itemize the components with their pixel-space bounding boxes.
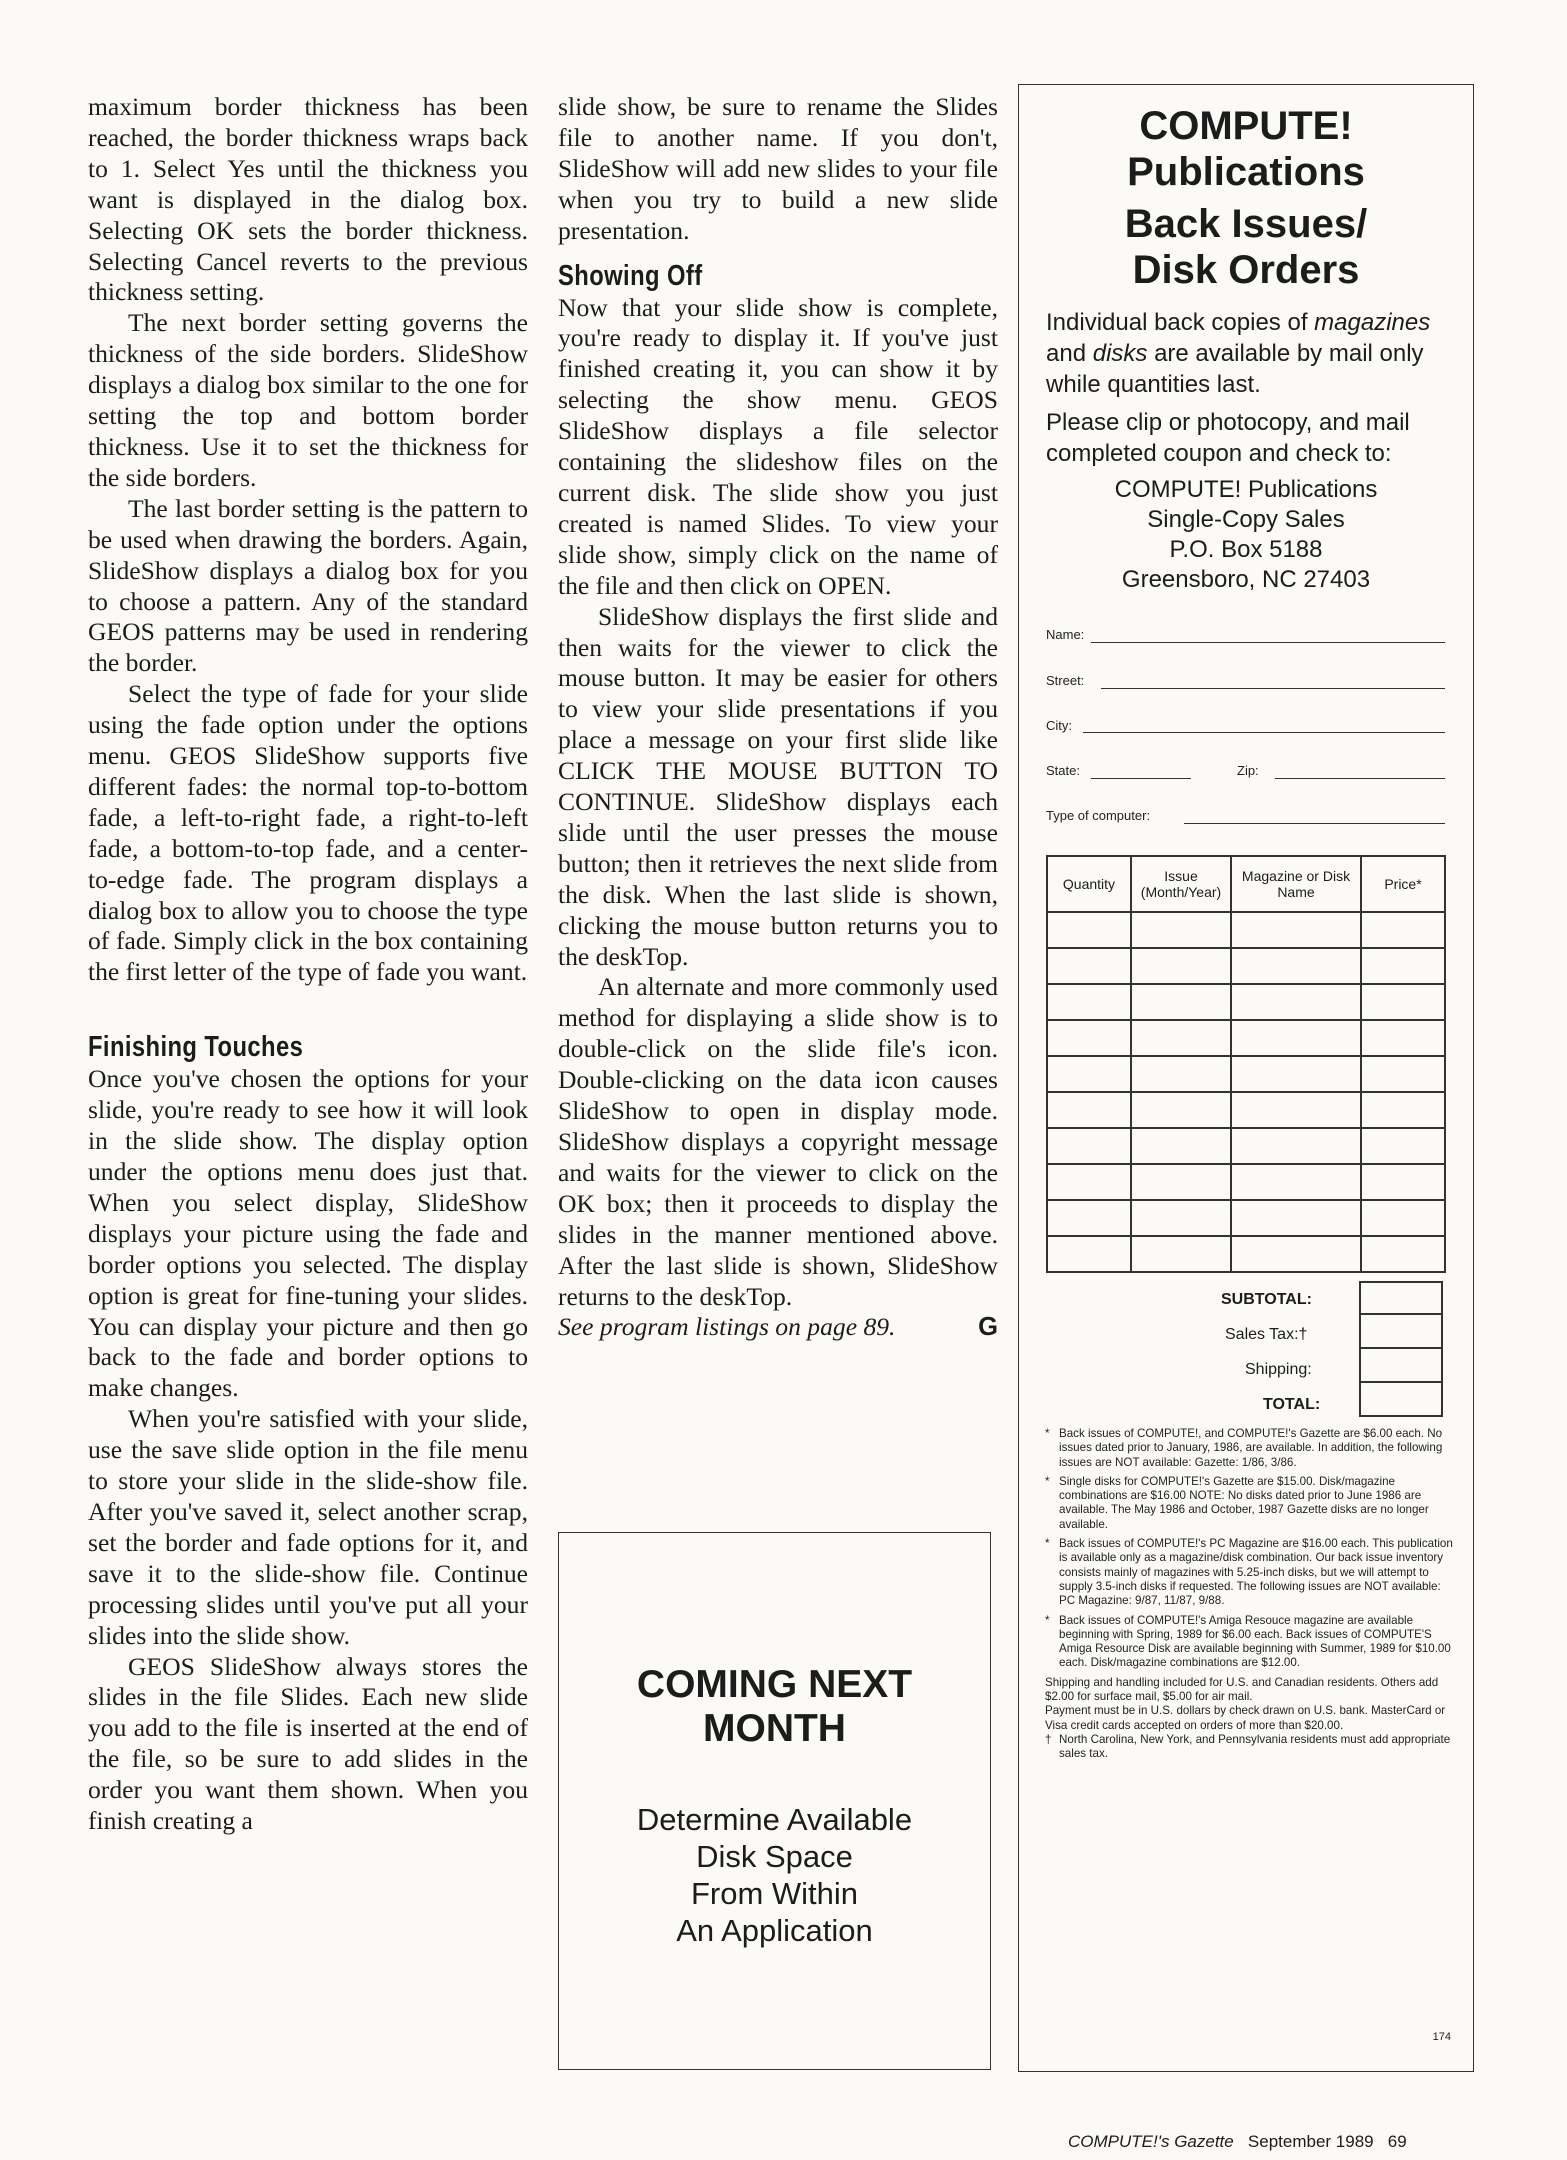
paragraph: SlideShow displays the first slide and then waits for the viewer to click the mouse button. It may be easier for others to view your slide presentations if you place a message on your first slide like CLICK THE MOUSE BUTTON TO CONTINUE. SlideShow displays each slide until the user presses the mouse button; then it retrieves the next slide from the disk. When the last slide is shown, clicking the mouse button returns you to the deskTop. [558,601,998,971]
paragraph: Select the type of fade for your slide using the fade option under the options menu. GEOS SlideShow supports five different fades: the normal top-to-bottom fade, a left-to-right fade, a right-to-left fade, a bottom-to-top fade, and a center-to-edge fade. The program displays a dialog box to allow you to choose the type of fade. Simply click in the box containing the first letter of the type of fade you want. [88,679,528,987]
order-cell[interactable] [1131,1236,1231,1272]
magazine-column-header: Magazine or Disk Name [1231,856,1361,912]
order-row [1047,1236,1445,1272]
coupon-heading [1019,201,1473,293]
order-cell[interactable] [1361,1200,1445,1236]
coming-next-month-title [559,1663,990,1751]
title-line: Back Issues/ [1124,202,1368,246]
order-cell[interactable] [1231,1164,1361,1200]
footnote-text: North Carolina, New York, and Pennsylvania residents must add appropriate sales tax. [1059,1732,1451,1761]
footnote [1045,1614,1455,1671]
paragraph: maximum border thickness has been reached, the border thickness wraps back to 1. Select Yes until the thickness you want is displayed in the dialog box. Selecting OK sets the border thickness. Selecting Cancel reverts to the previous thickness setting. [88,92,528,307]
order-cell[interactable] [1361,948,1445,984]
program-listing-note: See program listings on page 89. [558,1312,896,1342]
paragraph: Now that your slide show is complete, you're ready to display it. If you've just finished creating it, you can show it by selecting the show menu. GEOS SlideShow displays a file selector containing the slideshow files on the current disk. The slide show you just created is named Slides. To view your slide show, simply click on the name of the file and then click on OPEN. [558,292,998,600]
footnote-text: Single disks for COMPUTE!'s Gazette are $15.00. Disk/magazine combinations are $16.00 NOTE: No disks dated prior to June 1986 are available. The May 1986 and October, 1987 Gazette disks are no longer available. [1059,1474,1429,1531]
order-row [1047,912,1445,948]
address-line: Greensboro, NC 27403 [1121,566,1371,593]
order-cell[interactable] [1231,948,1361,984]
order-cell[interactable] [1361,1236,1445,1272]
section-heading-finishing-touches: Finishing Touches [88,1031,304,1064]
order-cell[interactable] [1047,1020,1131,1056]
paragraph: GEOS SlideShow always stores the slides in the file Slides. Each new slide you add to the file is inserted at the end of the file, so be sure to add slides in the order you want them shown. When you finish creating a [88,1651,528,1836]
order-cell[interactable] [1231,1200,1361,1236]
order-cell[interactable] [1361,1164,1445,1200]
order-cell[interactable] [1361,1128,1445,1164]
paragraph: The last border setting is the pattern to be used when drawing the borders. Again, SlideShow displays a dialog box for you to choose a pattern. Any of the standard GEOS patterns may be used in rendering the border. [88,493,528,678]
quantity-column-header: Quantity [1047,856,1131,912]
order-row [1047,948,1445,984]
order-cell[interactable] [1047,1092,1131,1128]
order-row [1047,1128,1445,1164]
address-line: P.O. Box 5188 [1169,536,1323,563]
paragraph: When you're satisfied with your slide, use the save slide option in the file menu to store your slide in the slide-show file. After you've saved it, select another scrap, set the border and fade options for it, and save it to the slide-show file. Continue processing slides until you've put all your slides into the slide show. [88,1404,528,1650]
total-label: TOTAL: [1263,1396,1321,1413]
footnote [1045,1427,1455,1470]
text: magazines [1314,309,1431,336]
order-row [1047,1056,1445,1092]
zip-field[interactable] [1275,778,1445,779]
order-cell[interactable] [1047,912,1131,948]
coupon-publisher-title [1019,103,1473,195]
order-cell[interactable] [1131,1092,1231,1128]
topic-line: An Application [676,1913,873,1948]
order-cell[interactable] [1131,984,1231,1020]
sales-tax-label: Sales Tax:† [1225,1326,1308,1343]
price-column-header: Price* [1361,856,1445,912]
paragraph: Once you've chosen the options for your slide, you're ready to see how it will look in the slide show. The display option under the options menu does just that. When you select display, SlideShow displays your picture using the fade and border options you selected. The display option is great for fine-tuning your slides. You can display your picture and then go back to the fade and border options to make changes. [88,1064,528,1403]
order-cell[interactable] [1047,1164,1131,1200]
shipping-box[interactable] [1359,1349,1443,1383]
title-line: COMING NEXT [636,1663,913,1706]
footnote-mark: * [1045,1537,1050,1551]
subtotal-label: SUBTOTAL: [1221,1291,1312,1308]
footnote-text: Back issues of COMPUTE!'s PC Magazine are $16.00 each. This publication is available only as a magazine/disk combination. Our back issue inventory consists mainly of magazines with 5.25-inch disks, but we will attempt to supply 3.5-inch disks if requested. The following issues are NOT available: PC Magazine: 9/87, 11/87, 9/88. [1059,1537,1453,1608]
computer-type-label: Type of computer: [1046,808,1151,823]
zip-label: Zip: [1237,763,1259,778]
order-cell[interactable] [1131,1164,1231,1200]
topic-line: Disk Space [696,1839,853,1874]
order-cell[interactable] [1047,1236,1131,1272]
state-field[interactable] [1091,778,1191,779]
back-issue-order-coupon [1018,84,1474,2072]
order-row [1047,1164,1445,1200]
shipping-label: Shipping: [1245,1361,1312,1378]
order-cell[interactable] [1361,1092,1445,1128]
address-line: Single-Copy Sales [1147,506,1345,533]
text: Individual back copies of [1046,309,1315,336]
table-header-row [1047,856,1445,912]
order-cell[interactable] [1047,948,1131,984]
title-line: MONTH [703,1707,846,1750]
street-label: Street: [1046,673,1085,688]
paragraph: slide show, be sure to rename the Slides file to another name. If you don't, SlideShow will add new slides to your file when you try to build a new slide presentation. [558,92,998,245]
footnote-text: Back issues of COMPUTE!, and COMPUTE!'s Gazette are $6.00 each. No issues dated prior to January, 1986, are available. In addition, the following issues are NOT available: Gazette: 1/86, 3/86. [1059,1427,1443,1469]
order-cell[interactable] [1231,1092,1361,1128]
footnote-mark: * [1045,1427,1050,1440]
payment-note: Payment must be in U.S. dollars by check drawn on U.S. bank. MasterCard or Visa credit cards accepted on orders of more than $20.00. [1045,1704,1446,1732]
article-column-2 [558,92,998,1343]
coupon-footnotes [1045,1427,1455,1767]
footnote-mark: * [1045,1613,1050,1627]
state-label: State: [1046,763,1080,778]
subtotal-box[interactable] [1359,1281,1443,1315]
footnote [1045,1475,1455,1532]
topic-line: Determine Available [636,1802,913,1837]
coming-next-month-box [558,1532,991,2070]
order-table [1046,855,1446,1273]
street-field[interactable] [1101,688,1445,689]
order-cell[interactable] [1361,1020,1445,1056]
order-cell[interactable] [1361,1056,1445,1092]
order-cell[interactable] [1131,948,1231,984]
article-column-1 [88,92,528,1837]
page-number: 69 [1387,2132,1407,2151]
shipping-note: Shipping and handling included for U.S. and Canadian residents. Others add $2.00 for surface mail, $5.00 for air mail. [1045,1675,1439,1704]
title-line: Publications [1127,150,1365,194]
total-box[interactable] [1359,1383,1443,1417]
title-line: Disk Orders [1132,248,1360,292]
sales-tax-box[interactable] [1359,1315,1443,1349]
order-cell[interactable] [1131,912,1231,948]
text: are available by mail only while quantities last. [1046,340,1424,398]
order-cell[interactable] [1231,1056,1361,1092]
footnote [1045,1537,1455,1608]
issue-date: September 1989 [1247,2132,1374,2151]
footnote-mark: † [1045,1732,1052,1746]
coupon-mail-instructions: Please clip or photocopy, and mail completed coupon and check to: [1046,409,1410,467]
order-cell[interactable] [1131,1200,1231,1236]
order-row [1047,1200,1445,1236]
order-row [1047,1092,1445,1128]
footnote-mark: * [1045,1474,1050,1488]
order-cell[interactable] [1361,912,1445,948]
computer-type-field[interactable] [1184,823,1445,824]
order-cell[interactable] [1231,984,1361,1020]
text: and [1046,340,1093,367]
footnote [1045,1733,1455,1762]
order-cell[interactable] [1131,1128,1231,1164]
order-cell[interactable] [1047,1200,1131,1236]
footnote-text: Back issues of COMPUTE!'s Amiga Resouce magazine are available beginning with Spring, 1989 for $6.00 each. Back issues of COMPUTE'S Amiga Resource Disk are available beginning with Summer, 1989 for $10.00 each. Disk/magazine combinations are $12.00. [1059,1613,1451,1670]
order-row [1047,1020,1445,1056]
order-cell[interactable] [1047,1128,1131,1164]
order-cell[interactable] [1131,1020,1231,1056]
city-label: City: [1046,718,1072,733]
paragraph: An alternate and more commonly used method for displaying a slide show is to double-click on the slide file's icon. Double-clicking on the data icon causes SlideShow to open in display mode. SlideShow displays a copyright message and waits for the viewer to click on the OK box; then it proceeds to display the slides in the manner mentioned above. After the last slide is shown, SlideShow returns to the deskTop. [558,972,998,1311]
issue-column-header: Issue (Month/Year) [1131,856,1231,912]
section-heading-showing-off: Showing Off [558,259,703,292]
name-label: Name: [1046,627,1085,642]
mailing-address [1019,475,1473,595]
coupon-code: 174 [1432,2031,1451,2043]
address-line: COMPUTE! Publications [1114,476,1378,503]
order-cell[interactable] [1231,1020,1361,1056]
name-field[interactable] [1091,642,1445,643]
order-row [1047,984,1445,1020]
order-cell[interactable] [1231,1128,1361,1164]
order-cell[interactable] [1361,984,1445,1020]
order-cell[interactable] [1231,1236,1361,1272]
coupon-intro [1046,307,1453,400]
coming-next-month-topic [559,1801,990,1949]
listing-reference [558,1312,998,1343]
topic-line: From Within [690,1876,859,1911]
city-field[interactable] [1083,732,1445,733]
title-line: COMPUTE! [1139,104,1353,148]
order-cell[interactable] [1047,984,1131,1020]
page-footer [1068,2132,1407,2152]
text: disks [1092,340,1148,367]
order-cell[interactable] [1131,1056,1231,1092]
publication-name: COMPUTE!'s Gazette [1068,2132,1234,2151]
order-cell[interactable] [1231,912,1361,948]
paragraph: The next border setting governs the thickness of the side borders. SlideShow displays a dialog box similar to the one for setting the top and bottom border thickness. Use it to set the thickness for the side borders. [88,308,528,492]
end-mark: G [978,1313,998,1342]
order-cell[interactable] [1047,1056,1131,1092]
